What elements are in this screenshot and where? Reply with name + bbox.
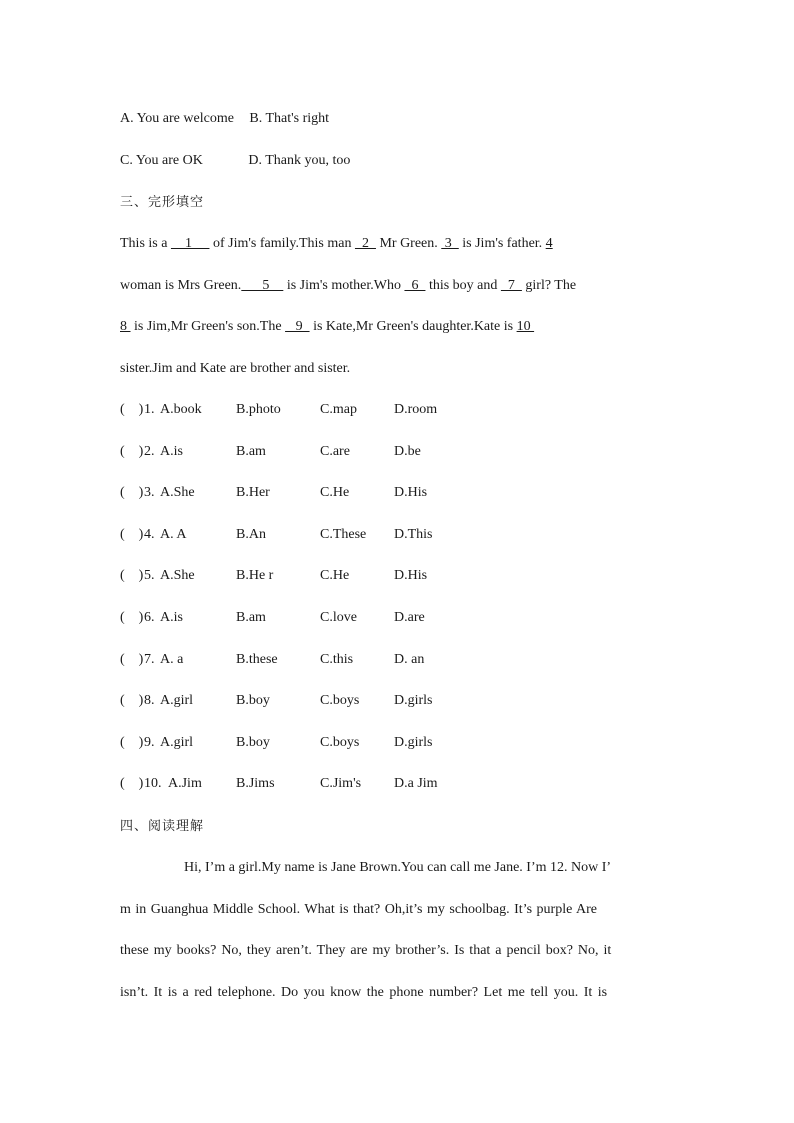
choice-b: B.boy xyxy=(236,693,270,708)
answer-parenthesis: ( ) xyxy=(120,735,144,750)
choice-b: B.am xyxy=(236,444,266,459)
choice-d: D. an xyxy=(394,652,425,667)
passage-text: of Jim's family.This man xyxy=(209,236,355,251)
question-number: 2. xyxy=(144,444,155,459)
choice-a: A.is xyxy=(160,610,183,625)
answer-parenthesis: ( ) xyxy=(120,693,144,708)
choice-d: D.This xyxy=(394,527,433,542)
choice-b: B.boy xyxy=(236,735,270,750)
option-a: A. You are welcome xyxy=(120,111,234,126)
question-row xyxy=(0,610,794,630)
question-row xyxy=(0,776,794,796)
passage-text: is Kate,Mr Green's daughter.Kate is xyxy=(309,319,517,334)
blank-4: 4 xyxy=(545,236,553,251)
passage-text: This is a xyxy=(120,236,171,251)
answer-parenthesis: ( ) xyxy=(120,652,144,667)
choice-c: C.boys xyxy=(320,693,360,708)
passage-line-3 xyxy=(120,318,534,336)
passage-text: woman is Mrs Green. xyxy=(120,278,242,293)
choice-a: A.Jim xyxy=(168,776,202,791)
blank-8: 8 xyxy=(120,319,131,334)
passage-line-2 xyxy=(120,277,576,295)
blank-5: 5 xyxy=(241,278,284,293)
choice-c: C.He xyxy=(320,485,350,500)
blank-9: 9 xyxy=(285,319,310,334)
question-row xyxy=(0,693,794,713)
choice-b: B.Jims xyxy=(236,776,275,791)
passage-text: this boy and xyxy=(425,278,501,293)
question-number: 7. xyxy=(144,652,155,667)
answer-parenthesis: ( ) xyxy=(120,776,144,791)
choice-a: A. A xyxy=(160,527,187,542)
choice-a: A.girl xyxy=(160,735,194,750)
choice-d: D.are xyxy=(394,610,425,625)
choice-b: B.He r xyxy=(236,568,274,583)
question-number: 10. xyxy=(144,776,162,791)
reading-text: these my books? No, they aren’t. They are my brother’s. Is that a pencil box? No, it xyxy=(120,943,612,958)
choice-c: C.Jim's xyxy=(320,776,362,791)
choice-d: D.His xyxy=(394,485,428,500)
choice-d: D.His xyxy=(394,568,428,583)
blank-2: 2 xyxy=(354,236,376,251)
choice-c: C.are xyxy=(320,444,350,459)
choice-d: D.room xyxy=(394,402,438,417)
choice-b: B.photo xyxy=(236,402,281,417)
section-heading-cloze: 三、完形填空 xyxy=(120,195,205,210)
options-row-ab xyxy=(120,110,329,128)
reading-text: m in Guanghua Middle School. What is that? Oh,it’s my schoolbag. It’s purple Are xyxy=(120,902,598,917)
reading-line-3 xyxy=(120,942,675,960)
blank-10: 10 xyxy=(516,319,535,334)
answer-parenthesis: ( ) xyxy=(120,444,144,459)
question-row xyxy=(0,735,794,755)
passage-text: is Jim,Mr Green's son.The xyxy=(130,319,286,334)
blank-3: 3 xyxy=(441,236,459,251)
choice-b: B.An xyxy=(236,527,266,542)
choice-c: C.He xyxy=(320,568,350,583)
choice-c: C.love xyxy=(320,610,357,625)
question-row xyxy=(0,568,794,588)
passage-line-4: sister.Jim and Kate are brother and sister. xyxy=(120,361,351,376)
question-row xyxy=(0,527,794,547)
choice-c: C.map xyxy=(320,402,357,417)
question-row xyxy=(0,652,794,672)
question-number: 1. xyxy=(144,402,155,417)
passage-line-1 xyxy=(120,235,553,253)
choice-a: A. a xyxy=(160,652,184,667)
choice-d: D.girls xyxy=(394,693,433,708)
choice-a: A.She xyxy=(160,568,195,583)
reading-line-4 xyxy=(120,984,675,1002)
answer-parenthesis: ( ) xyxy=(120,402,144,417)
reading-line-2 xyxy=(120,901,675,919)
passage-text: Mr Green. xyxy=(375,236,442,251)
choice-a: A.book xyxy=(160,402,202,417)
option-b: B. That's right xyxy=(249,111,330,126)
question-row xyxy=(0,485,794,505)
choice-d: D.be xyxy=(394,444,421,459)
reading-text: isn’t. It is a red telephone. Do you know the phone number? Let me tell you. It is xyxy=(120,985,608,1000)
question-number: 9. xyxy=(144,735,155,750)
blank-1: 1 xyxy=(170,236,210,251)
choice-c: C.this xyxy=(320,652,354,667)
blank-6: 6 xyxy=(404,278,426,293)
choice-b: B.these xyxy=(236,652,278,667)
blank-7: 7 xyxy=(500,278,522,293)
passage-text: girl? The xyxy=(521,278,577,293)
question-number: 5. xyxy=(144,568,155,583)
choice-c: C.These xyxy=(320,527,367,542)
question-number: 8. xyxy=(144,693,155,708)
option-c: C. You are OK xyxy=(120,153,203,168)
choice-d: D.a Jim xyxy=(394,776,438,791)
passage-text: is Jim's father. xyxy=(458,236,546,251)
answer-parenthesis: ( ) xyxy=(120,610,144,625)
choice-b: B.Her xyxy=(236,485,270,500)
answer-parenthesis: ( ) xyxy=(120,568,144,583)
question-row xyxy=(0,402,794,422)
choice-c: C.boys xyxy=(320,735,360,750)
passage-text: is Jim's mother.Who xyxy=(283,278,405,293)
question-number: 4. xyxy=(144,527,155,542)
option-d: D. Thank you, too xyxy=(248,153,351,168)
options-row-cd xyxy=(120,152,350,170)
section-heading-reading: 四、阅读理解 xyxy=(120,819,205,834)
answer-parenthesis: ( ) xyxy=(120,527,144,542)
question-number: 6. xyxy=(144,610,155,625)
choice-b: B.am xyxy=(236,610,266,625)
question-row xyxy=(0,444,794,464)
reading-line-1: Hi, I’m a girl.My name is Jane Brown.You can call me Jane. I’m 12. Now I’ xyxy=(184,860,612,875)
question-number: 3. xyxy=(144,485,155,500)
choice-a: A.She xyxy=(160,485,195,500)
choice-d: D.girls xyxy=(394,735,433,750)
choice-a: A.is xyxy=(160,444,183,459)
choice-a: A.girl xyxy=(160,693,194,708)
answer-parenthesis: ( ) xyxy=(120,485,144,500)
